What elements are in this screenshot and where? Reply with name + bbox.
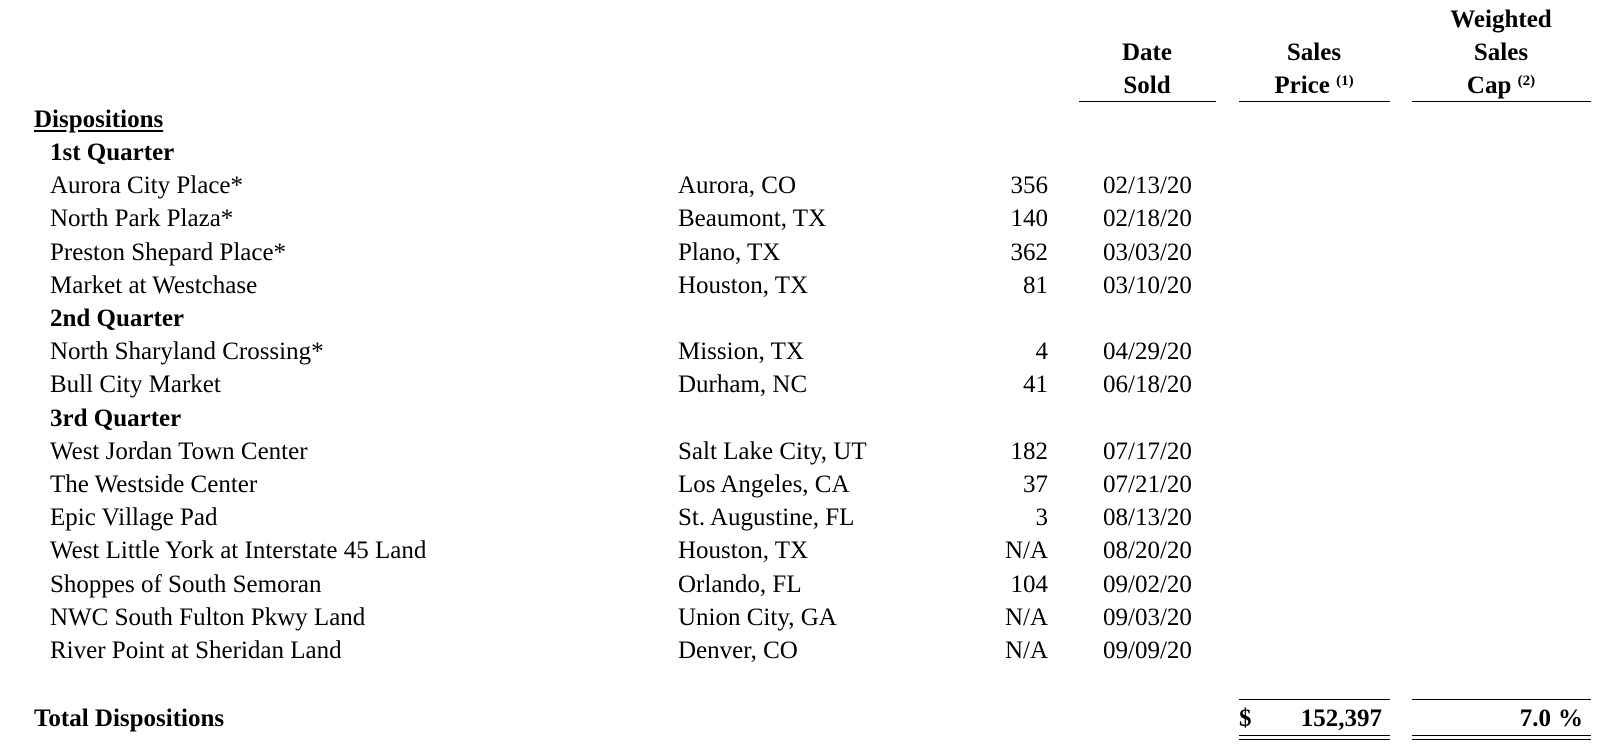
property-location: Houston, TX bbox=[678, 271, 809, 299]
total-rule-sales-price bbox=[1239, 699, 1390, 700]
footnote-2: (2) bbox=[1517, 73, 1536, 89]
total-double-rule-weighted-cap bbox=[1412, 735, 1591, 740]
header-sales-price-line2: Price $^{(1)}$ bbox=[1274, 72, 1354, 99]
property-location: Mission, TX bbox=[678, 338, 804, 366]
date-sold: 03/10/20 bbox=[1103, 271, 1192, 299]
footnote-1: (1) bbox=[1336, 73, 1354, 89]
property-location: Aurora, CO bbox=[678, 172, 797, 200]
total-label: Total Dispositions bbox=[34, 705, 225, 732]
date-sold: 09/09/20 bbox=[1103, 637, 1192, 664]
date-sold: 02/13/20 bbox=[1103, 172, 1192, 200]
property-value: 3 bbox=[1035, 504, 1048, 532]
header-date-sold-line2: Sold bbox=[1123, 72, 1171, 99]
header-sales-price bbox=[1239, 36, 1389, 102]
property-value: N/A bbox=[1004, 603, 1048, 631]
quarter-heading: 1st Quarter bbox=[50, 139, 175, 166]
property-name: River Point at Sheridan Land bbox=[50, 637, 342, 664]
property-value: N/A bbox=[1004, 637, 1048, 664]
property-value: 104 bbox=[1010, 570, 1048, 598]
date-sold: 09/03/20 bbox=[1103, 603, 1192, 631]
header-weighted-cap-line3: Cap $^{(2)}$ bbox=[1466, 72, 1536, 99]
property-location: Denver, CO bbox=[678, 637, 798, 664]
property-value: 140 bbox=[1010, 205, 1048, 233]
property-location: Los Angeles, CA bbox=[678, 471, 850, 498]
header-weighted-cap-line1: Weighted bbox=[1450, 6, 1552, 33]
date-sold: 08/13/20 bbox=[1103, 504, 1192, 532]
property-value: 37 bbox=[1023, 471, 1048, 498]
total-sales-price: 152,397 bbox=[1300, 705, 1382, 732]
total-percent: % bbox=[1558, 705, 1583, 732]
property-name: Aurora City Place* bbox=[50, 172, 244, 200]
property-location: Durham, NC bbox=[678, 371, 808, 399]
header-rule-weighted-cap bbox=[1412, 101, 1591, 102]
property-name: North Sharyland Crossing* bbox=[50, 338, 324, 366]
property-value: N/A bbox=[1004, 537, 1048, 565]
property-name: Bull City Market bbox=[50, 371, 221, 399]
property-location: Salt Lake City, UT bbox=[678, 437, 867, 465]
total-currency: $ bbox=[1239, 705, 1252, 732]
date-sold: 06/18/20 bbox=[1103, 371, 1192, 399]
date-sold: 08/20/20 bbox=[1103, 537, 1192, 565]
header-date-sold-line1: Date bbox=[1122, 39, 1172, 66]
date-sold: 07/21/20 bbox=[1103, 471, 1192, 498]
property-name: The Westside Center bbox=[50, 471, 258, 498]
quarter-heading: 3rd Quarter bbox=[50, 404, 182, 432]
property-location: Plano, TX bbox=[678, 238, 781, 266]
property-value: 41 bbox=[1023, 371, 1048, 399]
header-rule-sales-price bbox=[1239, 101, 1390, 102]
property-value: 4 bbox=[1035, 338, 1048, 366]
property-location: Orlando, FL bbox=[678, 570, 802, 598]
property-value: 362 bbox=[1010, 238, 1048, 266]
property-location: Beaumont, TX bbox=[678, 205, 827, 233]
property-name: West Jordan Town Center bbox=[50, 437, 308, 465]
property-location: Houston, TX bbox=[678, 537, 809, 565]
total-weighted-cap: 7.0 bbox=[1519, 705, 1551, 732]
total-rule-weighted-cap bbox=[1412, 699, 1591, 700]
property-name: NWC South Fulton Pkwy Land bbox=[50, 603, 366, 631]
quarter-heading: 2nd Quarter bbox=[50, 305, 185, 332]
property-location: Union City, GA bbox=[678, 603, 837, 631]
property-name: Market at Westchase bbox=[50, 271, 258, 299]
property-location: St. Augustine, FL bbox=[678, 504, 855, 532]
property-name: Epic Village Pad bbox=[50, 504, 218, 532]
date-sold: 03/03/20 bbox=[1103, 238, 1192, 266]
property-name: North Park Plaza* bbox=[50, 205, 234, 233]
date-sold: 07/17/20 bbox=[1103, 437, 1192, 465]
header-sales-price-line1: Sales bbox=[1286, 39, 1342, 66]
section-title: Dispositions bbox=[34, 106, 164, 133]
property-value: 356 bbox=[1010, 172, 1048, 200]
header-date-sold bbox=[1079, 36, 1215, 102]
property-name: Shoppes of South Semoran bbox=[50, 570, 322, 598]
header-weighted-cap-line2: Sales bbox=[1473, 39, 1529, 66]
property-value: 182 bbox=[1010, 437, 1048, 465]
property-name: Preston Shepard Place* bbox=[50, 238, 287, 266]
total-double-rule-sales-price bbox=[1239, 735, 1390, 740]
date-sold: 02/18/20 bbox=[1103, 205, 1192, 233]
property-value: 81 bbox=[1023, 271, 1048, 299]
date-sold: 09/02/20 bbox=[1103, 570, 1192, 598]
property-name: West Little York at Interstate 45 Land bbox=[50, 537, 427, 565]
date-sold: 04/29/20 bbox=[1103, 338, 1192, 366]
header-rule-date-sold bbox=[1079, 101, 1216, 102]
header-weighted-cap bbox=[1412, 3, 1590, 102]
